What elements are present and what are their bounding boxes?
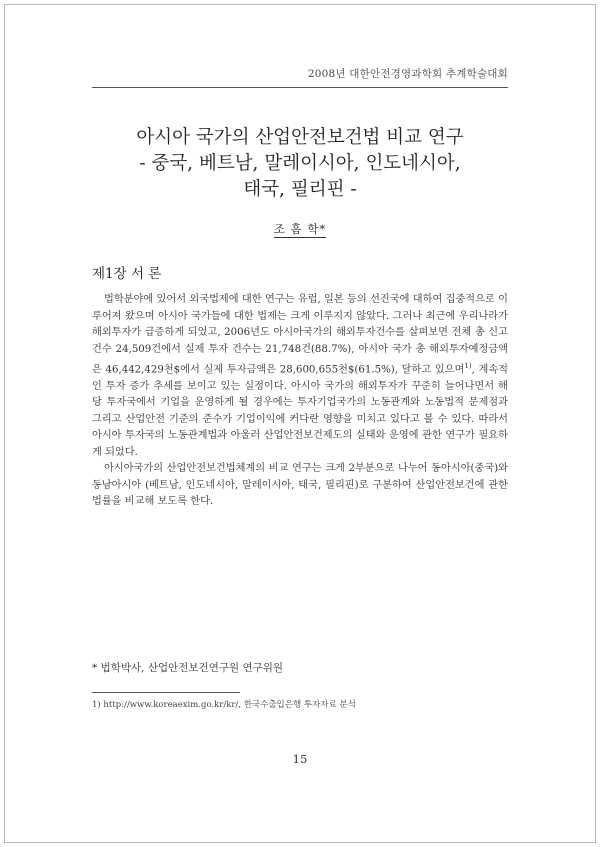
paragraph-2: 아시아국가의 산업안전보건법체계의 비교 연구는 크게 2부분으로 나누어 동아시아(중국)와 동남아시아 (베트남, 인도네시아, 말레이시아, 태국, 필리핀)로 구분하여 산업안전보건에 관한 법률을 비교해 보도록 한다.	[92, 463, 508, 508]
paragraph-1-part-b: , 계속적인 투자 증가 추세를 보이고 있는 실정이다. 아시아 국가의 해외투자가 꾸준히 늘어나면서 해당 투자국에서 기업을 운영하게 될 경우에는 투자기업국가의 노동관계와 노동법적 문제점과 그리고 산업안전 기준의 준수가 기업이익에 커다란 영향을 미치고 있다고 볼 수 있다. 따라서 아시아 투자국의 노동관계법과 아울러 산업안전보건제도의 실태와 운영에 관한 연구가 필요하게 되었다.	[92, 364, 508, 458]
chapter-heading: 제1장 서 론	[92, 266, 162, 282]
author-footnote: * 법학박사, 산업안전보건연구원 연구위원	[92, 662, 284, 674]
author	[92, 221, 508, 237]
page-number: 15	[292, 752, 308, 766]
running-header: 2008년 대한안전경영과학회 추계학술대회	[307, 68, 508, 80]
title-line-3: 태국, 필리핀 -	[243, 179, 357, 200]
paragraph-1	[92, 292, 508, 461]
header-rule	[92, 87, 508, 88]
footnote-rule	[92, 692, 240, 693]
author-name: 조 흠 학*	[273, 222, 327, 236]
body-text	[92, 292, 508, 511]
title-line-1: 아시아 국가의 산업안전보건법 비교 연구	[136, 127, 464, 148]
footnote-marker[interactable]: 1)	[464, 362, 472, 370]
title-line-2: - 중국, 베트남, 말레이시아, 인도네시아,	[139, 153, 461, 174]
title-block	[92, 125, 508, 203]
footnote-1: 1) http://www.koreaexim.go.kr/kr/, 한국수출입은행 투자자료 분석	[92, 700, 356, 710]
paragraph-1-part-a: 법학분야에 있어서 외국법제에 대한 연구는 유럽, 일본 등의 선진국에 대하여 집중적으로 이루어져 왔으며 아시아 국가들에 대한 법제는 크게 이루지지 않았다. 그러나 최근에 우리나라가 해외투자가 급증하게 되었고, 2006년도 아시아국가의 해외투자건수를 살펴보면 전체 총 신고 건수 24,509건에서 실제 투자 건수는 21,748건(88.7%), 아시아 국가 총 해외투자예정금액은 46,442,429천$에서 실제 투자금액은 28,600,655천$(61.5%), 달하고 있으며	[92, 294, 508, 376]
